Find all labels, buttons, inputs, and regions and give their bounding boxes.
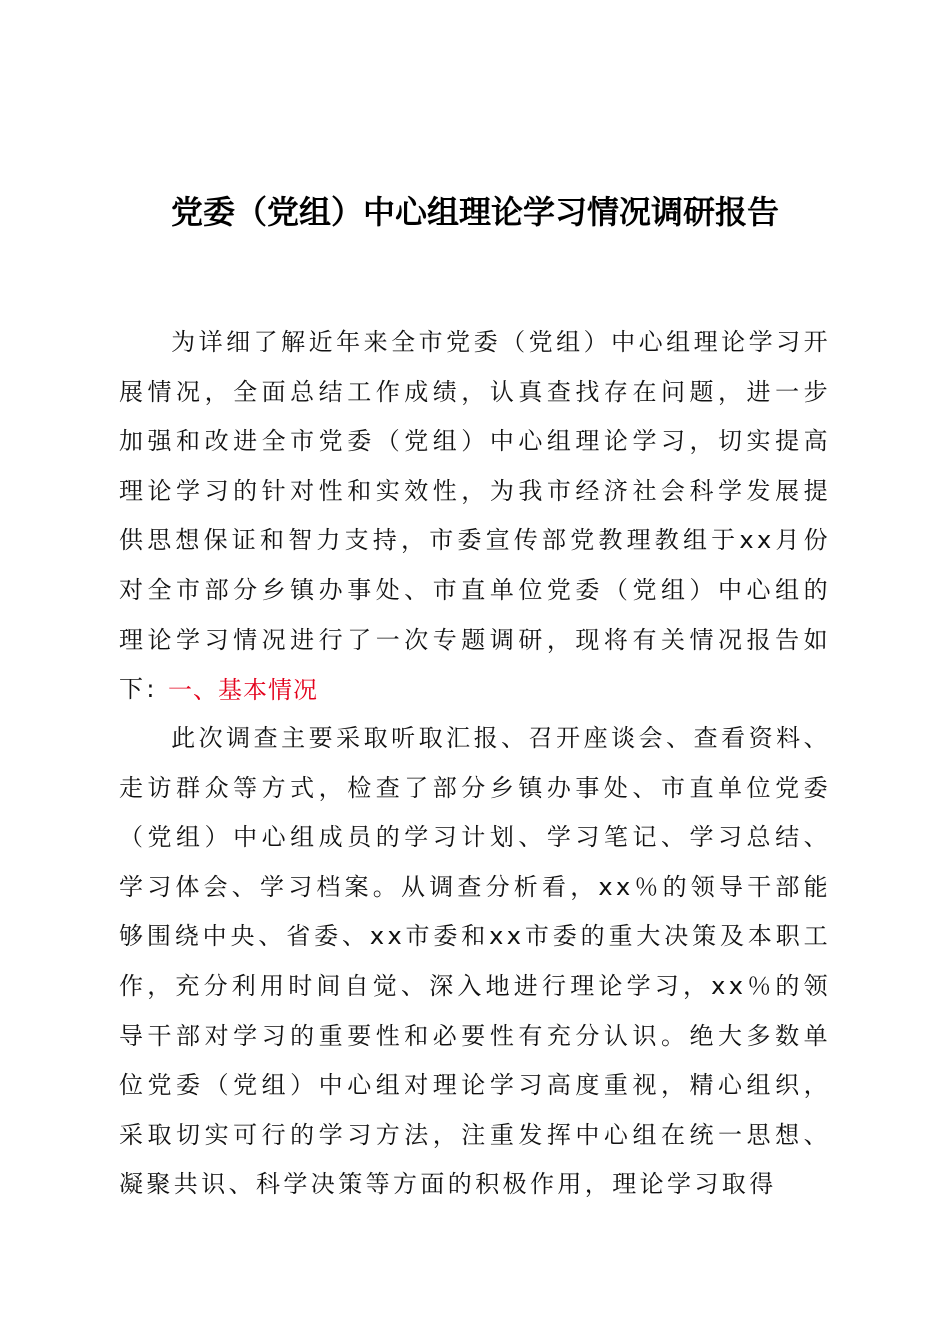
intro-paragraph — [119, 318, 831, 715]
basic-situation-paragraph-text: 此次调查主要采取听取汇报、召开座谈会、查看资料、走访群众等方式，检查了部分乡镇办事处、市直单位党委（党组）中心组成员的学习计划、学习笔记、学习总结、学习体会、学习档案。从调查分析看，xx％的领导干部能够围绕中央、省委、xx市委和xx市委的重大决策及本职工作，充分利用时间自觉、深入地进行理论学习，xx％的领导干部对学习的重要性和必要性有充分认识。绝大多数单位党委（党组）中心组对理论学习高度重视，精心组织，采取切实可行的学习方法，注重发挥中心组在统一思想、凝聚共识、科学决策等方面的积极作用，理论学习取得 — [119, 724, 831, 1199]
document-title: 党委（党组）中心组理论学习情况调研报告 — [170, 193, 779, 231]
basic-situation-paragraph — [119, 714, 831, 1210]
section-heading-basic-situation: 一、基本情况 — [168, 676, 318, 704]
intro-paragraph-text: 为详细了解近年来全市党委（党组）中心组理论学习开展情况，全面总结工作成绩，认真查找存在问题，进一步加强和改进全市党委（党组）中心组理论学习，切实提高理论学习的针对性和实效性，为我市经济社会科学发展提供思想保证和智力支持，市委宣传部党教理教组于xx月份对全市部分乡镇办事处、市直单位党委（党组）中心组的理论学习情况进行了一次专题调研，现将有关情况报告如下: — [119, 328, 831, 704]
